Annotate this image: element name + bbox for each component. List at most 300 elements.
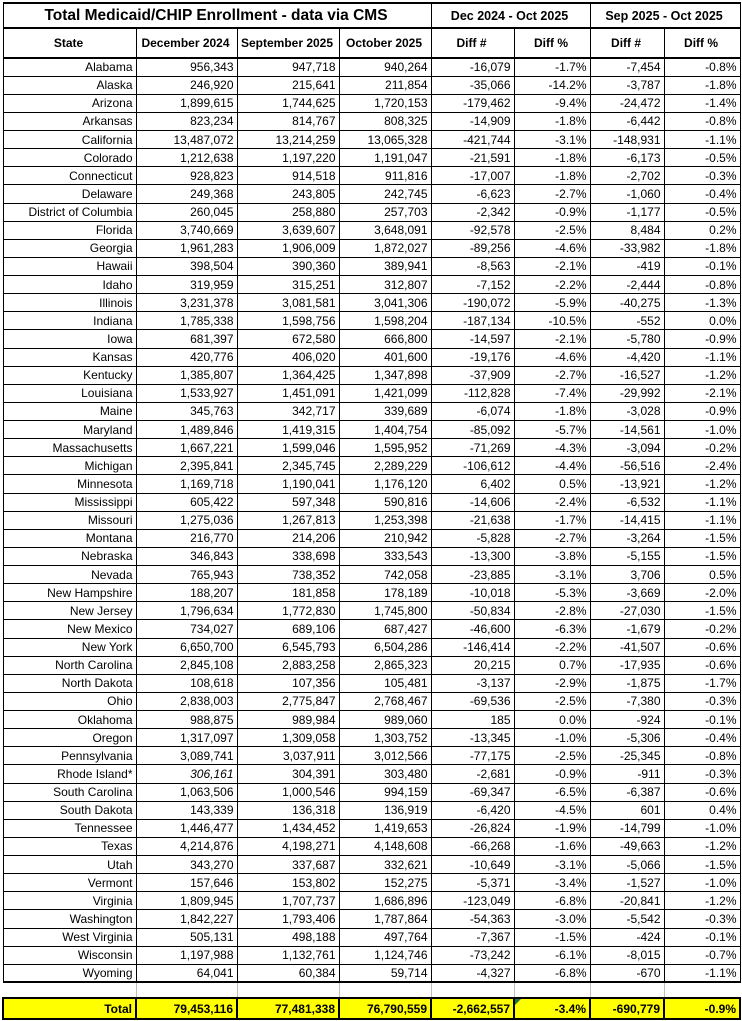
- state-cell: Louisiana: [3, 384, 136, 402]
- value-cell: 64,041: [136, 964, 237, 982]
- value-cell: -1.1%: [664, 511, 740, 529]
- value-cell: 136,919: [339, 801, 431, 819]
- state-cell: New Jersey: [3, 602, 136, 620]
- group-header-dec-oct: Dec 2024 - Oct 2025: [431, 3, 590, 28]
- table-title: Total Medicaid/CHIP Enrollment - data via CMS: [3, 3, 431, 28]
- table-row: [3, 874, 740, 892]
- value-cell: 1,000,546: [237, 783, 339, 801]
- value-cell: -10,649: [431, 856, 514, 874]
- value-cell: -0.5%: [664, 203, 740, 221]
- table-row: [3, 656, 740, 674]
- value-cell: -0.1%: [664, 928, 740, 946]
- value-cell: -1,527: [590, 874, 664, 892]
- value-cell: -0.9%: [664, 330, 740, 348]
- value-cell: -2,444: [590, 276, 664, 294]
- value-cell: 738,352: [237, 566, 339, 584]
- value-cell: -1.2%: [664, 366, 740, 384]
- value-cell: 940,264: [339, 58, 431, 76]
- spacer-row: [3, 982, 740, 998]
- value-cell: -0.4%: [664, 729, 740, 747]
- state-cell: Wisconsin: [3, 946, 136, 964]
- value-cell: 3,081,581: [237, 294, 339, 312]
- value-cell: 1,772,830: [237, 602, 339, 620]
- value-cell: 3,740,669: [136, 221, 237, 239]
- value-cell: 401,600: [339, 348, 431, 366]
- value-cell: -1.1%: [664, 493, 740, 511]
- value-cell: -0.9%: [514, 203, 590, 221]
- state-cell: Arkansas: [3, 112, 136, 130]
- column-header-state: State: [3, 28, 136, 58]
- state-cell: Nevada: [3, 566, 136, 584]
- value-cell: 216,770: [136, 529, 237, 547]
- total-diff-pct-1-value: -3.4%: [554, 1001, 587, 1016]
- table-row: [3, 330, 740, 348]
- value-cell: -1.3%: [664, 294, 740, 312]
- total-dec-2024: 79,453,116: [136, 998, 237, 1019]
- value-cell: 498,188: [237, 928, 339, 946]
- value-cell: -1.0%: [664, 819, 740, 837]
- state-cell: North Dakota: [3, 674, 136, 692]
- value-cell: -0.2%: [664, 620, 740, 638]
- value-cell: 215,641: [237, 76, 339, 94]
- value-cell: 2,289,229: [339, 457, 431, 475]
- value-cell: 1,132,761: [237, 946, 339, 964]
- value-cell: 3,231,378: [136, 294, 237, 312]
- value-cell: 390,360: [237, 257, 339, 275]
- table-row: [3, 112, 740, 130]
- value-cell: 601: [590, 801, 664, 819]
- state-cell: Colorado: [3, 149, 136, 167]
- value-cell: -148,931: [590, 131, 664, 149]
- state-cell: West Virginia: [3, 928, 136, 946]
- state-cell: South Dakota: [3, 801, 136, 819]
- value-cell: -21,591: [431, 149, 514, 167]
- state-cell: District of Columbia: [3, 203, 136, 221]
- state-cell: Mississippi: [3, 493, 136, 511]
- value-cell: 258,880: [237, 203, 339, 221]
- value-cell: -0.8%: [664, 747, 740, 765]
- value-cell: -27,030: [590, 602, 664, 620]
- value-cell: -6,442: [590, 112, 664, 130]
- value-cell: 304,391: [237, 765, 339, 783]
- value-cell: 1,785,338: [136, 312, 237, 330]
- value-cell: -1,875: [590, 674, 664, 692]
- value-cell: 0.0%: [514, 711, 590, 729]
- value-cell: -0.3%: [664, 765, 740, 783]
- state-cell: Kansas: [3, 348, 136, 366]
- value-cell: 257,703: [339, 203, 431, 221]
- value-cell: -190,072: [431, 294, 514, 312]
- state-cell: Michigan: [3, 457, 136, 475]
- column-header-dec-2024: December 2024: [136, 28, 237, 58]
- table-row: [3, 674, 740, 692]
- value-cell: 1,309,058: [237, 729, 339, 747]
- table-row: [3, 149, 740, 167]
- value-cell: 420,776: [136, 348, 237, 366]
- value-cell: -0.6%: [664, 783, 740, 801]
- state-cell: North Carolina: [3, 656, 136, 674]
- value-cell: 914,518: [237, 167, 339, 185]
- value-cell: -1.5%: [664, 856, 740, 874]
- value-cell: 59,714: [339, 964, 431, 982]
- value-cell: -33,982: [590, 239, 664, 257]
- state-cell: Vermont: [3, 874, 136, 892]
- value-cell: -89,256: [431, 239, 514, 257]
- value-cell: -552: [590, 312, 664, 330]
- value-cell: -0.3%: [664, 692, 740, 710]
- state-cell: Kentucky: [3, 366, 136, 384]
- column-header-diff-pct-1: Diff %: [514, 28, 590, 58]
- value-cell: -3,787: [590, 76, 664, 94]
- value-cell: -1.7%: [664, 674, 740, 692]
- value-cell: 1,745,800: [339, 602, 431, 620]
- value-cell: -54,363: [431, 910, 514, 928]
- value-cell: -6,532: [590, 493, 664, 511]
- state-cell: Missouri: [3, 511, 136, 529]
- value-cell: -2.7%: [514, 529, 590, 547]
- value-cell: 1,842,227: [136, 910, 237, 928]
- value-cell: 681,397: [136, 330, 237, 348]
- state-cell: Texas: [3, 837, 136, 855]
- value-cell: 242,745: [339, 185, 431, 203]
- value-cell: -4,420: [590, 348, 664, 366]
- value-cell: -6,074: [431, 402, 514, 420]
- value-cell: 2,768,467: [339, 692, 431, 710]
- value-cell: -7.4%: [514, 384, 590, 402]
- value-cell: 1,063,506: [136, 783, 237, 801]
- value-cell: -3.1%: [514, 856, 590, 874]
- table-row: [3, 421, 740, 439]
- value-cell: -14,561: [590, 421, 664, 439]
- value-cell: 0.2%: [664, 221, 740, 239]
- value-cell: -40,275: [590, 294, 664, 312]
- value-cell: 398,504: [136, 257, 237, 275]
- value-cell: 956,343: [136, 58, 237, 76]
- state-cell: Maryland: [3, 421, 136, 439]
- value-cell: 312,807: [339, 276, 431, 294]
- value-cell: -0.8%: [664, 112, 740, 130]
- value-cell: 143,339: [136, 801, 237, 819]
- table-row: [3, 475, 740, 493]
- value-cell: 346,843: [136, 547, 237, 565]
- state-cell: Rhode Island*: [3, 765, 136, 783]
- value-cell: -41,507: [590, 638, 664, 656]
- table-row: [3, 511, 740, 529]
- table-row: [3, 76, 740, 94]
- state-cell: Washington: [3, 910, 136, 928]
- value-cell: 1,451,091: [237, 384, 339, 402]
- table-row: [3, 312, 740, 330]
- value-cell: -1.1%: [664, 964, 740, 982]
- value-cell: 188,207: [136, 584, 237, 602]
- value-cell: -146,414: [431, 638, 514, 656]
- value-cell: -2.1%: [514, 257, 590, 275]
- value-cell: 1,419,653: [339, 819, 431, 837]
- value-cell: 343,270: [136, 856, 237, 874]
- value-cell: -0.5%: [664, 149, 740, 167]
- value-cell: 3,012,566: [339, 747, 431, 765]
- state-cell: New Hampshire: [3, 584, 136, 602]
- table-row: [3, 276, 740, 294]
- value-cell: -35,066: [431, 76, 514, 94]
- table-row: [3, 729, 740, 747]
- value-cell: 4,214,876: [136, 837, 237, 855]
- value-cell: -1.7%: [514, 58, 590, 76]
- value-cell: 1,191,047: [339, 149, 431, 167]
- column-header-diff-pct-2: Diff %: [664, 28, 740, 58]
- value-cell: 153,802: [237, 874, 339, 892]
- column-header-row: [3, 28, 740, 58]
- value-cell: 1,404,754: [339, 421, 431, 439]
- value-cell: -1.0%: [514, 729, 590, 747]
- value-cell: 505,131: [136, 928, 237, 946]
- value-cell: 1,347,898: [339, 366, 431, 384]
- value-cell: -0.7%: [664, 946, 740, 964]
- value-cell: -16,527: [590, 366, 664, 384]
- value-cell: 1,872,027: [339, 239, 431, 257]
- value-cell: 1,434,452: [237, 819, 339, 837]
- value-cell: -17,007: [431, 167, 514, 185]
- value-cell: 989,984: [237, 711, 339, 729]
- value-cell: 389,941: [339, 257, 431, 275]
- value-cell: 1,787,864: [339, 910, 431, 928]
- value-cell: 597,348: [237, 493, 339, 511]
- value-cell: -0.6%: [664, 656, 740, 674]
- state-cell: Utah: [3, 856, 136, 874]
- value-cell: -2.2%: [514, 276, 590, 294]
- column-header-oct-2025: October 2025: [339, 28, 431, 58]
- value-cell: -0.6%: [664, 638, 740, 656]
- total-diff-pct-2: -0.9%: [664, 998, 740, 1019]
- state-cell: Arizona: [3, 94, 136, 112]
- value-cell: -8,015: [590, 946, 664, 964]
- value-cell: 2,838,003: [136, 692, 237, 710]
- value-cell: -77,175: [431, 747, 514, 765]
- value-cell: -6,387: [590, 783, 664, 801]
- value-cell: 13,214,259: [237, 131, 339, 149]
- value-cell: -37,909: [431, 366, 514, 384]
- value-cell: -5.7%: [514, 421, 590, 439]
- table-row: [3, 547, 740, 565]
- state-cell: Virginia: [3, 892, 136, 910]
- value-cell: -5,155: [590, 547, 664, 565]
- value-cell: 928,823: [136, 167, 237, 185]
- value-cell: -4.3%: [514, 439, 590, 457]
- value-cell: -3,094: [590, 439, 664, 457]
- value-cell: -2.0%: [664, 584, 740, 602]
- value-cell: 1,599,046: [237, 439, 339, 457]
- table-row: [3, 801, 740, 819]
- table-row: [3, 783, 740, 801]
- value-cell: 1,446,477: [136, 819, 237, 837]
- value-cell: -1.1%: [664, 131, 740, 149]
- state-cell: New Mexico: [3, 620, 136, 638]
- value-cell: 406,020: [237, 348, 339, 366]
- value-cell: 107,356: [237, 674, 339, 692]
- value-cell: 989,060: [339, 711, 431, 729]
- value-cell: -14,909: [431, 112, 514, 130]
- table-row: [3, 94, 740, 112]
- value-cell: -123,049: [431, 892, 514, 910]
- value-cell: 319,959: [136, 276, 237, 294]
- value-cell: -1.0%: [664, 874, 740, 892]
- value-cell: -19,176: [431, 348, 514, 366]
- value-cell: 988,875: [136, 711, 237, 729]
- value-cell: -0.8%: [664, 58, 740, 76]
- value-cell: -3,028: [590, 402, 664, 420]
- table-row: [3, 765, 740, 783]
- value-cell: 3,037,911: [237, 747, 339, 765]
- total-diff-pct-1: [514, 998, 590, 1019]
- value-cell: -50,834: [431, 602, 514, 620]
- value-cell: -5.3%: [514, 584, 590, 602]
- value-cell: 994,159: [339, 783, 431, 801]
- value-cell: 734,027: [136, 620, 237, 638]
- value-cell: 911,816: [339, 167, 431, 185]
- value-cell: -14,415: [590, 511, 664, 529]
- value-cell: -0.9%: [664, 402, 740, 420]
- value-cell: 1,961,283: [136, 239, 237, 257]
- value-cell: -2.5%: [514, 221, 590, 239]
- value-cell: -20,841: [590, 892, 664, 910]
- value-cell: -7,454: [590, 58, 664, 76]
- value-cell: -0.2%: [664, 439, 740, 457]
- value-cell: 249,368: [136, 185, 237, 203]
- value-cell: -3,137: [431, 674, 514, 692]
- value-cell: -3.0%: [514, 910, 590, 928]
- state-cell: Delaware: [3, 185, 136, 203]
- value-cell: 1,793,406: [237, 910, 339, 928]
- value-cell: -10.5%: [514, 312, 590, 330]
- value-cell: 1,595,952: [339, 439, 431, 457]
- state-cell: Nebraska: [3, 547, 136, 565]
- value-cell: -2,681: [431, 765, 514, 783]
- value-cell: 2,865,323: [339, 656, 431, 674]
- value-cell: 1,364,425: [237, 366, 339, 384]
- total-diff-num-2: -690,779: [590, 998, 664, 1019]
- value-cell: -13,300: [431, 547, 514, 565]
- state-cell: Massachusetts: [3, 439, 136, 457]
- value-cell: 2,883,258: [237, 656, 339, 674]
- value-cell: -1.4%: [664, 94, 740, 112]
- value-cell: 243,805: [237, 185, 339, 203]
- value-cell: -0.1%: [664, 257, 740, 275]
- value-cell: 1,275,036: [136, 511, 237, 529]
- value-cell: -1.8%: [514, 112, 590, 130]
- value-cell: 2,775,847: [237, 692, 339, 710]
- value-cell: 342,717: [237, 402, 339, 420]
- value-cell: -14,606: [431, 493, 514, 511]
- value-cell: 742,058: [339, 566, 431, 584]
- total-sep-2025: 77,481,338: [237, 998, 339, 1019]
- value-cell: -5,780: [590, 330, 664, 348]
- group-header-sep-oct: Sep 2025 - Oct 2025: [590, 3, 740, 28]
- value-cell: 345,763: [136, 402, 237, 420]
- value-cell: 1,385,807: [136, 366, 237, 384]
- value-cell: 3,648,091: [339, 221, 431, 239]
- value-cell: -6.5%: [514, 783, 590, 801]
- value-cell: -6.8%: [514, 892, 590, 910]
- state-cell: Alaska: [3, 76, 136, 94]
- table-row: [3, 566, 740, 584]
- value-cell: -1,177: [590, 203, 664, 221]
- table-row: [3, 257, 740, 275]
- value-cell: 1,176,120: [339, 475, 431, 493]
- value-cell: 1,598,756: [237, 312, 339, 330]
- value-cell: -2.1%: [664, 384, 740, 402]
- value-cell: 2,395,841: [136, 457, 237, 475]
- value-cell: -21,638: [431, 511, 514, 529]
- value-cell: -1.8%: [664, 239, 740, 257]
- value-cell: -1.8%: [514, 167, 590, 185]
- value-cell: -1.2%: [664, 837, 740, 855]
- value-cell: -1.6%: [514, 837, 590, 855]
- state-cell: Oklahoma: [3, 711, 136, 729]
- value-cell: -3.1%: [514, 566, 590, 584]
- value-cell: -25,345: [590, 747, 664, 765]
- value-cell: -6.1%: [514, 946, 590, 964]
- value-cell: 185: [431, 711, 514, 729]
- table-row: [3, 384, 740, 402]
- value-cell: 1,533,927: [136, 384, 237, 402]
- value-cell: 1,317,097: [136, 729, 237, 747]
- table-row: [3, 602, 740, 620]
- table-row: [3, 837, 740, 855]
- value-cell: -5,828: [431, 529, 514, 547]
- value-cell: 108,618: [136, 674, 237, 692]
- value-cell: -2,342: [431, 203, 514, 221]
- value-cell: -2.7%: [514, 185, 590, 203]
- value-cell: -5.9%: [514, 294, 590, 312]
- value-cell: 1,720,153: [339, 94, 431, 112]
- value-cell: -0.9%: [514, 765, 590, 783]
- state-cell: Florida: [3, 221, 136, 239]
- table-row: [3, 692, 740, 710]
- state-cell: New York: [3, 638, 136, 656]
- table-row: [3, 711, 740, 729]
- value-cell: -0.3%: [664, 910, 740, 928]
- value-cell: -73,242: [431, 946, 514, 964]
- value-cell: 1,744,625: [237, 94, 339, 112]
- state-cell: Hawaii: [3, 257, 136, 275]
- value-cell: 1,686,896: [339, 892, 431, 910]
- table-row: [3, 167, 740, 185]
- value-cell: -14.2%: [514, 76, 590, 94]
- value-cell: -6,173: [590, 149, 664, 167]
- value-cell: 3,639,607: [237, 221, 339, 239]
- value-cell: 315,251: [237, 276, 339, 294]
- value-cell: -5,066: [590, 856, 664, 874]
- value-cell: 152,275: [339, 874, 431, 892]
- value-cell: 339,689: [339, 402, 431, 420]
- value-cell: -421,744: [431, 131, 514, 149]
- value-cell: -7,152: [431, 276, 514, 294]
- state-cell: Minnesota: [3, 475, 136, 493]
- value-cell: -71,269: [431, 439, 514, 457]
- value-cell: -2.4%: [664, 457, 740, 475]
- value-cell: 13,487,072: [136, 131, 237, 149]
- value-cell: -3.1%: [514, 131, 590, 149]
- state-cell: Connecticut: [3, 167, 136, 185]
- value-cell: 1,197,988: [136, 946, 237, 964]
- value-cell: 765,943: [136, 566, 237, 584]
- state-cell: Iowa: [3, 330, 136, 348]
- value-cell: -112,828: [431, 384, 514, 402]
- value-cell: -26,824: [431, 819, 514, 837]
- value-cell: -3,264: [590, 529, 664, 547]
- value-cell: 136,318: [237, 801, 339, 819]
- table-row: [3, 185, 740, 203]
